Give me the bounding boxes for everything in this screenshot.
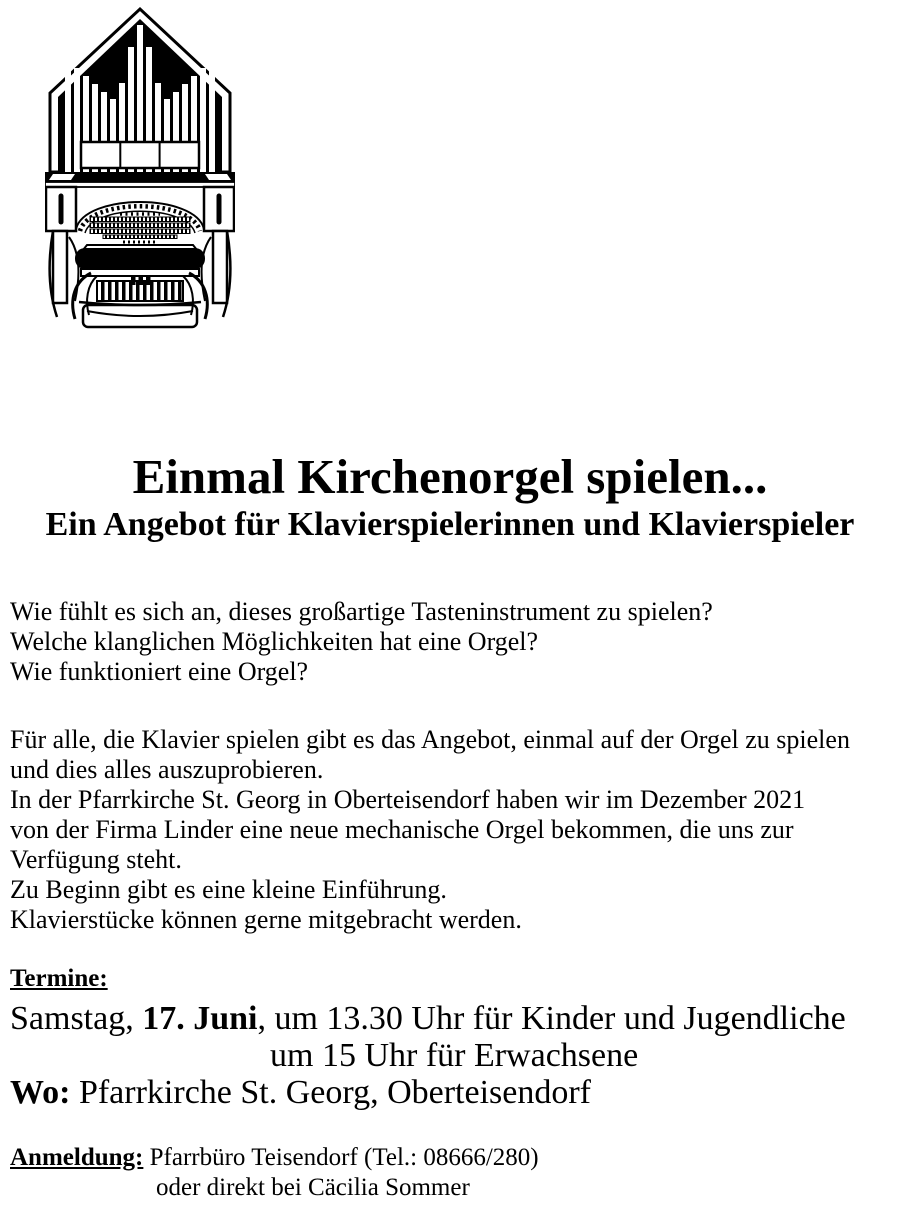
intro-line: Wie fühlt es sich an, dieses großartige Tasteninstrument zu spielen? (10, 597, 713, 626)
schedule-time-kids: , um 13.30 Uhr für Kinder und Jugendliche (257, 1000, 846, 1037)
page-title: Einmal Kirchenorgel spielen... (132, 449, 768, 504)
intro-paragraph (10, 597, 713, 687)
body-line: Klavierstücke können gerne mitgebracht werden. (10, 905, 522, 934)
schedule-line-1 (10, 1000, 846, 1037)
termine-heading: Termine: (10, 965, 108, 992)
schedule-day: Samstag, (10, 1000, 143, 1037)
page-subtitle: Ein Angebot für Klavierspielerinnen und Klavierspieler (45, 506, 855, 543)
registration-line-2: oder direkt bei Cäcilia Sommer (156, 1174, 470, 1201)
intro-line: Wie funktioniert eine Orgel? (10, 657, 309, 686)
registration-block (10, 1143, 539, 1203)
schedule-date: 17. Juni (142, 1000, 258, 1037)
body-line: von der Firma Linder eine neue mechanische Orgel bekommen, die uns zur (10, 815, 794, 844)
intro-line: Welche klanglichen Möglichkeiten hat eine Orgel? (10, 627, 539, 656)
body-line: Für alle, die Klavier spielen gibt es das Angebot, einmal auf der Orgel zu spielen (10, 725, 850, 754)
body-line: Verfügung steht. (10, 845, 182, 874)
schedule-line-2: um 15 Uhr für Erwachsene (270, 1037, 639, 1074)
location-line (10, 1074, 846, 1111)
body-line: In der Pfarrkirche St. Georg in Oberteisendorf haben wir im Dezember 2021 (10, 785, 806, 814)
schedule-block (10, 1000, 846, 1111)
body-line: Zu Beginn gibt es eine kleine Einführung. (10, 875, 447, 904)
location-value: Pfarrkirche St. Georg, Oberteisendorf (78, 1074, 591, 1111)
body-paragraph (10, 725, 850, 935)
organ-illustration (45, 5, 235, 330)
registration-contact: Pfarrbüro Teisendorf (Tel.: 08666/280) (149, 1144, 539, 1171)
registration-heading: Anmeldung: (10, 1144, 144, 1171)
registration-line-1 (10, 1143, 539, 1173)
body-line: und dies alles auszuprobieren. (10, 755, 324, 784)
location-label: Wo: (10, 1074, 71, 1111)
